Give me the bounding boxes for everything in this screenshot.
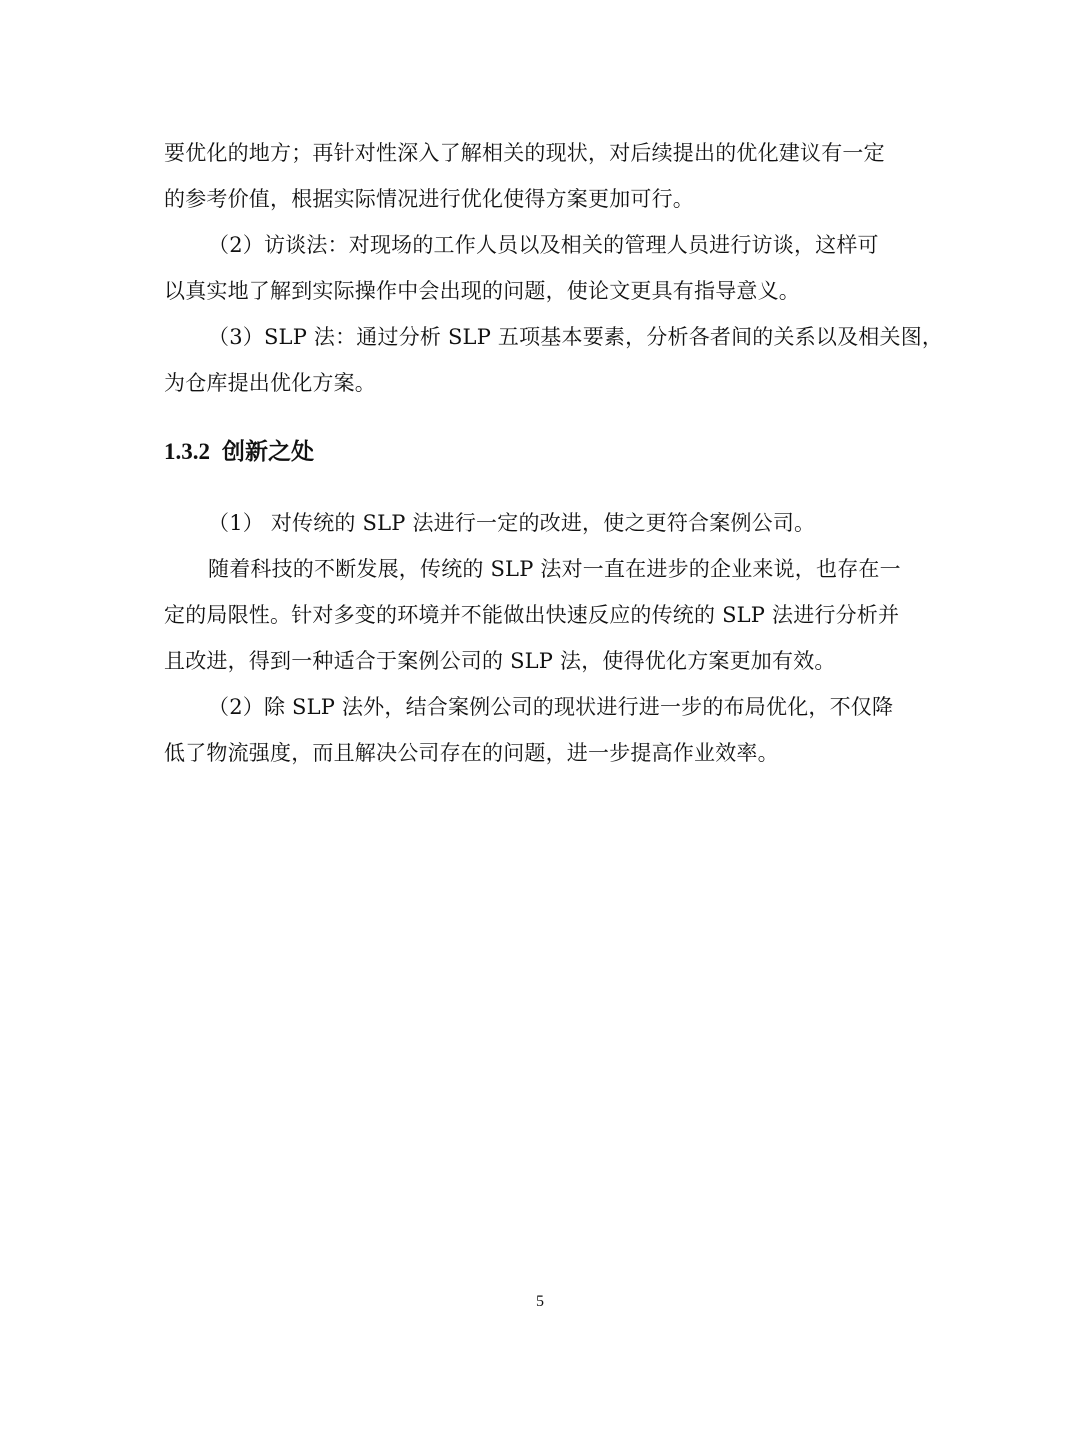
text-line: 低了物流强度，而且解决公司存在的问题，进一步提高作业效率。: [164, 741, 779, 765]
text-line: 的参考价值，根据实际情况进行优化使得方案更加可行。: [164, 187, 694, 211]
text-line: 以真实地了解到实际操作中会出现的问题，使论文更具有指导意义。: [164, 279, 800, 303]
paragraph-innovation-detail: [164, 546, 906, 684]
text-line: 要优化的地方；再针对性深入了解相关的现状，对后续提出的优化建议有一定: [164, 141, 885, 165]
page-body: [164, 130, 944, 776]
text-line: 随着科技的不断发展，传统的 SLP 法对一直在进步的企业来说，也存在一: [208, 557, 901, 581]
paragraph-interview-method: [164, 222, 906, 314]
text-line: （2）访谈法：对现场的工作人员以及相关的管理人员进行访谈，这样可: [208, 233, 879, 257]
paragraph-innovation-1: [164, 500, 906, 546]
paragraph-continuation: [164, 130, 906, 222]
section-title: 创新之处: [222, 439, 314, 465]
text-line: （2）除 SLP 法外，结合案例公司的现状进行进一步的布局优化，不仅降: [208, 695, 894, 719]
section-number: 1.3.2: [164, 439, 210, 464]
section-heading: [164, 432, 906, 472]
paragraph-innovation-2: [164, 684, 906, 776]
text-line: （3）SLP 法：通过分析 SLP 五项基本要素，分析各者间的关系以及相关图，: [208, 325, 944, 349]
text-line: 定的局限性。针对多变的环境并不能做出快速反应的传统的 SLP 法进行分析并: [164, 603, 900, 627]
page-number: 5: [536, 1293, 544, 1310]
text-line: 为仓库提出优化方案。: [164, 371, 376, 395]
text-line: 且改进，得到一种适合于案例公司的 SLP 法，使得优化方案更加有效。: [164, 649, 836, 673]
paragraph-slp-method: [164, 314, 944, 406]
text-line: （1） 对传统的 SLP 法进行一定的改进，使之更符合案例公司。: [208, 511, 816, 535]
